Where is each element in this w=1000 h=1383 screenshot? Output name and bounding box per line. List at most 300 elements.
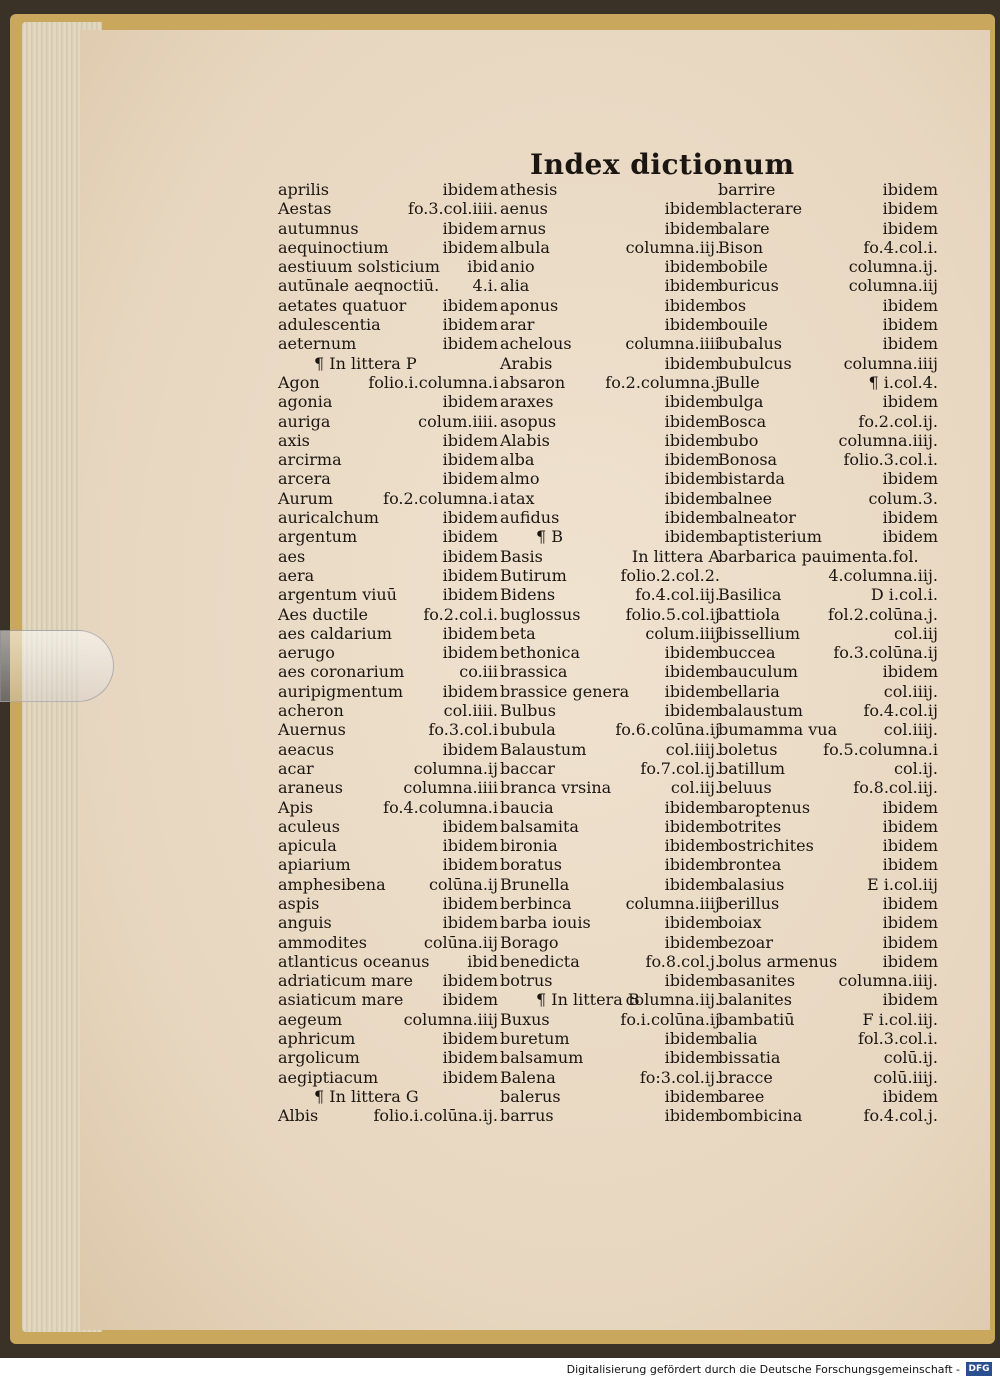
entry-term: ammodites	[278, 932, 367, 952]
index-entry	[500, 334, 720, 353]
index-entry	[278, 334, 498, 353]
index-entry	[718, 913, 938, 932]
entry-term: apicula	[278, 836, 337, 856]
entry-reference: 4.i.	[472, 276, 498, 296]
index-entry	[278, 238, 498, 257]
entry-term: Auernus	[278, 720, 346, 740]
entry-reference: ibidem	[664, 199, 720, 219]
entry-reference: ibidem	[664, 450, 720, 470]
entry-term: apiarium	[278, 855, 351, 875]
entry-reference: col.iiii.	[443, 701, 498, 721]
entry-term: bolus armenus	[718, 951, 838, 971]
index-entry	[278, 257, 498, 276]
entry-term: axis	[278, 430, 310, 450]
index-entry	[500, 1087, 720, 1106]
entry-term: ¶ In littera G	[314, 1086, 419, 1106]
entry-reference: ibidem	[882, 797, 938, 817]
entry-reference: ibidem	[664, 315, 720, 335]
entry-reference: columna.iiij	[625, 893, 720, 913]
entry-reference: colū.iiij.	[873, 1067, 938, 1087]
entry-reference: ibidem	[664, 701, 720, 721]
entry-term: anio	[500, 257, 535, 277]
entry-term: brassice genera	[500, 681, 630, 701]
entry-term: barbarica pauimenta.fol.	[718, 546, 919, 566]
entry-reference: folio.i.colūna.ij.	[373, 1106, 498, 1126]
index-entry	[500, 219, 720, 238]
entry-reference: ibidem	[882, 990, 938, 1010]
entry-term: auriga	[278, 411, 331, 431]
entry-term: arar	[500, 315, 535, 335]
entry-reference: ibidem	[664, 662, 720, 682]
entry-term: agonia	[278, 392, 333, 412]
entry-reference: ibidem	[664, 257, 720, 277]
entry-reference: fo.3.colūna.ij	[833, 643, 938, 663]
index-entry	[718, 257, 938, 276]
index-entry	[278, 662, 498, 681]
entry-term: ¶ In littera B	[536, 990, 640, 1010]
entry-term: Bosca	[718, 411, 767, 431]
index-entry	[718, 855, 938, 874]
entry-reference: columna.ij	[413, 758, 498, 778]
entry-term: bobile	[718, 257, 768, 277]
entry-reference: fo.4.col.iij.	[635, 585, 720, 605]
entry-reference: col.iiij.	[883, 681, 938, 701]
entry-term: Borago	[500, 932, 559, 952]
entry-reference: ibidem	[664, 488, 720, 508]
index-entry	[718, 740, 938, 759]
entry-reference: folio.5.col.ij	[625, 604, 720, 624]
index-entry	[278, 836, 498, 855]
index-entry	[718, 238, 938, 257]
entry-reference: fo.2.columna.j	[605, 372, 720, 392]
entry-term: Butirum	[500, 565, 567, 585]
entry-reference: colūna.iij	[423, 932, 498, 952]
index-entry	[718, 952, 938, 971]
entry-term: bubula	[500, 720, 556, 740]
index-entry	[278, 798, 498, 817]
entry-term: bombicina	[718, 1106, 803, 1126]
entry-reference: ibidem	[664, 1086, 720, 1106]
entry-term: Bulbus	[500, 701, 556, 721]
entry-reference: ibidem	[442, 450, 498, 470]
entry-term: baucia	[500, 797, 554, 817]
entry-reference: ibidem	[442, 836, 498, 856]
entry-term: aprilis	[278, 180, 329, 199]
index-entry	[500, 315, 720, 334]
entry-reference: ibidem	[664, 295, 720, 315]
index-entry	[718, 566, 938, 585]
index-entry	[278, 605, 498, 624]
entry-reference: columna.iij	[848, 276, 938, 296]
entry-term: achelous	[500, 334, 572, 354]
footer	[0, 1358, 1000, 1383]
entry-term: brassica	[500, 662, 568, 682]
entry-reference: ibidem	[664, 469, 720, 489]
entry-reference: ibidem	[442, 1067, 498, 1087]
entry-reference: fo.5.columna.i	[823, 739, 938, 759]
index-entry	[500, 469, 720, 488]
index-entry	[278, 180, 498, 199]
entry-reference: ibid	[467, 257, 498, 277]
entry-reference: ibidem	[442, 913, 498, 933]
entry-reference: ibidem	[664, 1048, 720, 1068]
entry-reference: fo.8.col.iij.	[853, 778, 938, 798]
entry-term: buccea	[718, 643, 776, 663]
entry-term: balia	[718, 1029, 758, 1049]
index-entry	[718, 682, 938, 701]
entry-term: adulescentia	[278, 315, 381, 335]
entry-term: argentum	[278, 527, 358, 547]
entry-reference: ibidem	[442, 990, 498, 1010]
entry-reference: ibidem	[664, 836, 720, 856]
index-entry	[718, 817, 938, 836]
index-entry	[500, 238, 720, 257]
index-entry	[278, 1106, 498, 1125]
entry-reference: ibidem	[664, 797, 720, 817]
entry-term: bumamma vua	[718, 720, 838, 740]
entry-reference: ibidem	[664, 932, 720, 952]
index-entry	[278, 276, 498, 295]
entry-term: arcirma	[278, 450, 342, 470]
entry-term: aspis	[278, 893, 320, 913]
entry-term: aufidus	[500, 508, 560, 528]
entry-reference: ibidem	[664, 913, 720, 933]
entry-reference: ibidem	[882, 334, 938, 354]
index-entry	[500, 624, 720, 643]
entry-term: bellaria	[718, 681, 780, 701]
entry-reference: fo.6.colūna.ij	[615, 720, 720, 740]
entry-term: brontea	[718, 855, 782, 875]
entry-reference: fo.4.col.i.	[863, 237, 938, 257]
entry-term: baree	[718, 1086, 765, 1106]
entry-term: balaustum	[718, 701, 803, 721]
entry-term: aphricum	[278, 1029, 356, 1049]
entry-reference: ibidem	[442, 585, 498, 605]
entry-term: alba	[500, 450, 535, 470]
index-entry	[718, 450, 938, 469]
entry-reference: ibidem	[664, 643, 720, 663]
index-entry	[278, 508, 498, 527]
entry-reference: ibidem	[664, 276, 720, 296]
index-entry	[500, 894, 720, 913]
entry-term: boratus	[500, 855, 563, 875]
index-entry	[278, 450, 498, 469]
index-entry	[500, 547, 720, 566]
footer-credit: Digitalisierung gefördert durch die Deutsche Forschungsgemeinschaft -	[566, 1363, 960, 1376]
entry-term: Balena	[500, 1067, 556, 1087]
index-entry	[718, 373, 938, 392]
entry-reference: D i.col.i.	[870, 585, 938, 605]
entry-reference: ibidem	[442, 295, 498, 315]
entry-term: buglossus	[500, 604, 581, 624]
entry-term: bulga	[718, 392, 764, 412]
entry-reference: fo.3.col.i	[428, 720, 498, 740]
entry-reference: ibidem	[442, 1048, 498, 1068]
entry-reference: ibidem	[442, 681, 498, 701]
entry-term: bouile	[718, 315, 768, 335]
entry-term: aetates quatuor	[278, 295, 407, 315]
entry-reference: ibidem	[882, 662, 938, 682]
entry-term: aegiptiacum	[278, 1067, 379, 1087]
index-entry	[500, 1106, 720, 1125]
entry-term: Aurum	[278, 488, 333, 508]
index-entry	[500, 412, 720, 431]
index-entry	[718, 354, 938, 373]
entry-term: adriaticum mare	[278, 971, 413, 991]
index-entry	[500, 392, 720, 411]
entry-term: bistarda	[718, 469, 785, 489]
entry-term: aera	[278, 565, 315, 585]
section-heading	[500, 527, 720, 546]
entry-term: bethonica	[500, 643, 580, 663]
entry-reference: ibidem	[664, 353, 720, 373]
entry-term: berillus	[718, 893, 780, 913]
entry-reference: ibidem	[664, 874, 720, 894]
entry-reference: col.iij	[894, 623, 938, 643]
entry-term: beta	[500, 623, 536, 643]
entry-reference: fol.3.col.i.	[857, 1029, 938, 1049]
entry-reference: ibidem	[664, 1029, 720, 1049]
index-entry	[718, 1048, 938, 1067]
entry-term: atax	[500, 488, 535, 508]
entry-reference: fo.3.col.iiii.	[408, 199, 498, 219]
entry-term: boletus	[718, 739, 778, 759]
entry-reference: columna.iiij	[843, 353, 938, 373]
index-entry	[278, 933, 498, 952]
index-entry	[278, 373, 498, 392]
index-entry	[500, 662, 720, 681]
entry-reference: fo.2.columna.i	[383, 488, 498, 508]
index-entry	[718, 759, 938, 778]
entry-reference: col.iiij.	[665, 739, 720, 759]
entry-reference: ibidem	[442, 315, 498, 335]
entry-term: balanites	[718, 990, 792, 1010]
entry-reference: E i.col.iij	[867, 874, 938, 894]
index-entry	[500, 257, 720, 276]
index-entry	[278, 913, 498, 932]
entry-term: Aestas	[278, 199, 332, 219]
index-entry	[718, 643, 938, 662]
index-entry	[278, 720, 498, 739]
entry-reference: columna.ij.	[848, 257, 938, 277]
index-entry	[718, 219, 938, 238]
entry-term: albula	[500, 237, 550, 257]
index-entry	[718, 431, 938, 450]
index-entry	[500, 1048, 720, 1067]
index-entry	[500, 952, 720, 971]
entry-reference: colum.iiii.	[418, 411, 498, 431]
entry-reference: columna.iiii	[403, 778, 498, 798]
entry-reference: fo.4.columna.i	[383, 797, 498, 817]
dfg-logo: DFG	[966, 1362, 992, 1376]
index-column-2	[500, 180, 720, 1126]
entry-reference: columna.iiij.	[838, 971, 938, 991]
index-entry	[718, 720, 938, 739]
entry-reference: 4.columna.iij.	[828, 565, 938, 585]
entry-term: bracce	[718, 1067, 773, 1087]
entry-term: branca vrsina	[500, 778, 612, 798]
index-column-1	[278, 180, 498, 1126]
entry-term: bubulcus	[718, 353, 792, 373]
entry-term: aestiuum solsticium	[278, 257, 440, 277]
entry-reference: ibidem	[442, 392, 498, 412]
entry-term: Bonosa	[718, 450, 778, 470]
index-entry	[718, 1106, 938, 1125]
index-entry	[500, 855, 720, 874]
entry-reference: ibidem	[882, 855, 938, 875]
entry-term: balare	[718, 218, 770, 238]
entry-term: berbinca	[500, 893, 572, 913]
entry-term: bauculum	[718, 662, 798, 682]
index-entry	[278, 1029, 498, 1048]
index-entry	[278, 855, 498, 874]
index-entry	[278, 643, 498, 662]
entry-reference: ibidem	[882, 527, 938, 547]
index-entry	[500, 836, 720, 855]
entry-reference: ibidem	[882, 1086, 938, 1106]
entry-reference: colūna.ij	[428, 874, 498, 894]
entry-term: bos	[718, 295, 747, 315]
entry-term: bambatiū	[718, 1009, 795, 1029]
entry-reference: F i.col.iij.	[862, 1009, 938, 1029]
entry-term: almo	[500, 469, 540, 489]
index-entry	[500, 740, 720, 759]
entry-reference: ibidem	[442, 218, 498, 238]
index-entry	[500, 1068, 720, 1087]
entry-term: ¶ In littera P	[314, 353, 417, 373]
entry-reference: fo.7.col.ij.	[640, 758, 720, 778]
entry-reference: ibidem	[664, 508, 720, 528]
index-entry	[278, 547, 498, 566]
entry-reference: fo.8.col.j.	[645, 951, 720, 971]
index-entry	[500, 489, 720, 508]
entry-term: Bison	[718, 237, 764, 257]
entry-reference: ibidem	[882, 913, 938, 933]
entry-term: araneus	[278, 778, 344, 798]
entry-term: bissellium	[718, 623, 801, 643]
index-entry	[500, 720, 720, 739]
index-entry	[500, 682, 720, 701]
entry-term: absaron	[500, 372, 566, 392]
index-entry	[500, 508, 720, 527]
index-entry	[278, 817, 498, 836]
entry-term: aponus	[500, 295, 559, 315]
index-entry	[718, 798, 938, 817]
entry-term: aeternum	[278, 334, 357, 354]
index-entry	[278, 894, 498, 913]
index-entry	[278, 219, 498, 238]
entry-term: argentum viuū	[278, 585, 397, 605]
entry-reference: folio.2.col.2.	[620, 565, 720, 585]
entry-term: Albis	[278, 1106, 319, 1126]
entry-term: batillum	[718, 758, 786, 778]
entry-reference: colū.ij.	[883, 1048, 938, 1068]
index-entry	[278, 566, 498, 585]
entry-reference: ibidem	[442, 527, 498, 547]
entry-term: aes caldarium	[278, 623, 392, 643]
index-entry	[278, 1010, 498, 1029]
entry-term: Brunella	[500, 874, 570, 894]
entry-term: Alabis	[500, 430, 550, 450]
entry-term: Agon	[278, 372, 320, 392]
entry-reference: col.iij.	[670, 778, 720, 798]
index-entry	[500, 1029, 720, 1048]
entry-term: acheron	[278, 701, 344, 721]
index-entry	[718, 836, 938, 855]
entry-term: balsamita	[500, 816, 579, 836]
entry-reference: ibidem	[882, 392, 938, 412]
index-entry	[500, 199, 720, 218]
entry-term: battiola	[718, 604, 781, 624]
entry-reference: fo.4.col.j.	[863, 1106, 938, 1126]
entry-term: aculeus	[278, 816, 340, 836]
entry-reference: folio.i.columna.i	[368, 372, 498, 392]
entry-reference: ibidem	[442, 1029, 498, 1049]
entry-reference: colum.iiij	[645, 623, 720, 643]
entry-reference: folio.3.col.i.	[843, 450, 938, 470]
entry-term: blacterare	[718, 199, 803, 219]
entry-term: bostrichites	[718, 836, 814, 856]
entry-reference: ibidem	[882, 836, 938, 856]
entry-term: aes coronarium	[278, 662, 405, 682]
section-heading	[278, 354, 498, 373]
entry-reference: ibidem	[442, 739, 498, 759]
index-entry	[718, 392, 938, 411]
index-entry	[278, 315, 498, 334]
entry-term: Basilica	[718, 585, 782, 605]
index-entry	[718, 624, 938, 643]
index-entry	[500, 296, 720, 315]
entry-term: baccar	[500, 758, 555, 778]
entry-reference: ibidem	[442, 469, 498, 489]
entry-term: balerus	[500, 1086, 561, 1106]
entry-term: anguis	[278, 913, 332, 933]
entry-term: bissatia	[718, 1048, 781, 1068]
index-entry	[278, 392, 498, 411]
entry-reference: ibidem	[442, 546, 498, 566]
entry-term: bubalus	[718, 334, 782, 354]
index-entry	[718, 547, 938, 566]
index-entry	[718, 412, 938, 431]
entry-term: bubo	[718, 430, 759, 450]
index-entry	[278, 431, 498, 450]
entry-term: aenus	[500, 199, 548, 219]
entry-reference: columna.iij.	[625, 990, 720, 1010]
entry-reference: ibidem	[664, 430, 720, 450]
entry-term: aes	[278, 546, 306, 566]
entry-term: botrites	[718, 816, 782, 836]
entry-reference: fol.2.colūna.j.	[827, 604, 938, 624]
entry-reference: col.ij.	[894, 758, 938, 778]
entry-term: beluus	[718, 778, 772, 798]
index-entry	[500, 798, 720, 817]
index-entry	[278, 971, 498, 990]
entry-reference: ibidem	[882, 508, 938, 528]
index-entry	[718, 585, 938, 604]
index-entry	[718, 1068, 938, 1087]
entry-reference: ibidem	[664, 681, 720, 701]
index-entry	[278, 759, 498, 778]
index-entry	[278, 527, 498, 546]
index-entry	[500, 913, 720, 932]
entry-term: botrus	[500, 971, 553, 991]
entry-reference: ibidem	[664, 218, 720, 238]
index-entry	[500, 701, 720, 720]
entry-reference: ibidem	[882, 932, 938, 952]
entry-reference: ibidem	[882, 315, 938, 335]
entry-term: acar	[278, 758, 314, 778]
entry-reference: ibidem	[442, 180, 498, 199]
